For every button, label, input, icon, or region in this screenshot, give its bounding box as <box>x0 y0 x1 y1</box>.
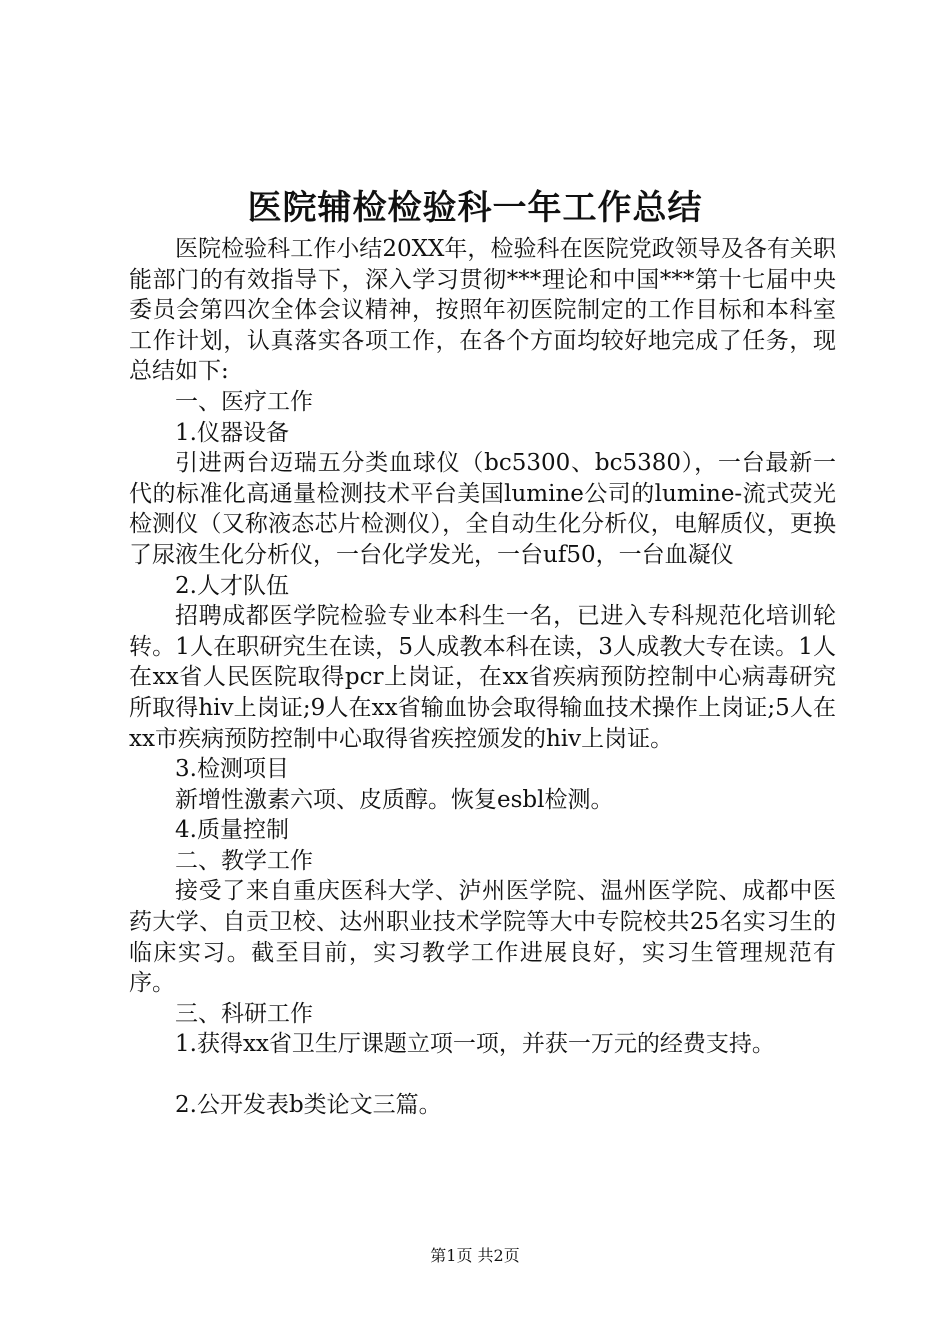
section-heading-research: 三、科研工作 <box>175 1000 313 1027</box>
section-heading-medical: 一、医疗工作 <box>175 388 313 415</box>
page-footer: 第1页 共2页 <box>430 1246 520 1265</box>
research-item-2: 2.公开发表b类论文三篇。 <box>175 1092 442 1119</box>
research-item-1: 1.获得xx省卫生厅课题立项一项，并获一万元的经费支持。 <box>175 1031 775 1058</box>
subheading-equipment: 1.仪器设备 <box>175 419 289 446</box>
section-heading-teaching: 二、教学工作 <box>175 847 313 874</box>
subheading-quality-control: 4.质量控制 <box>175 817 289 844</box>
document-body <box>129 234 836 1121</box>
intro-paragraph: 医院检验科工作小结20XX年，检验科在医院党政领导及各有关职能部门的有效指导下，深入学习贯彻***理论和中国***第十七届中央委员会第四次全体会议精神，按照年初医院制定的工作目标和本科室工作计划，认真落实各项工作，在各个方面均较好地完成了任务，现总结如下: <box>129 236 836 385</box>
talent-paragraph: 招聘成都医学院检验专业本科生一名，已进入专科规范化培训轮转。1人在职研究生在读，5人成教本科在读，3人成教大专在读。1人在xx省人民医院取得pcr上岗证，在xx省疾病预防控制中心病毒研究所取得hiv上岗证;9人在xx省输血协会取得输血技术操作上岗证;5人在xx市疾病预防控制中心取得省疾控颁发的hiv上岗证。 <box>129 603 836 752</box>
subheading-testing-items: 3.检测项目 <box>175 756 289 783</box>
document-title: 医院辅检检验科一年工作总结 <box>247 188 703 228</box>
equipment-paragraph: 引进两台迈瑞五分类血球仪（bc5300、bc5380），一台最新一代的标准化高通量检测技术平台美国lumine公司的lumine-流式荧光检测仪（又称液态芯片检测仪），全自动生化分析仪，电解质仪，更换了尿液生化分析仪，一台化学发光，一台uf50，一台血凝仪 <box>129 450 836 568</box>
teaching-paragraph: 接受了来自重庆医科大学、泸州医学院、温州医学院、成都中医药大学、自贡卫校、达州职业技术学院等大中专院校共25名实习生的临床实习。截至目前，实习教学工作进展良好，实习生管理规范有序。 <box>129 878 836 997</box>
testing-items-paragraph: 新增性激素六项、皮质醇。恢复esbl检测。 <box>175 786 614 813</box>
subheading-talent: 2.人才队伍 <box>175 572 289 599</box>
